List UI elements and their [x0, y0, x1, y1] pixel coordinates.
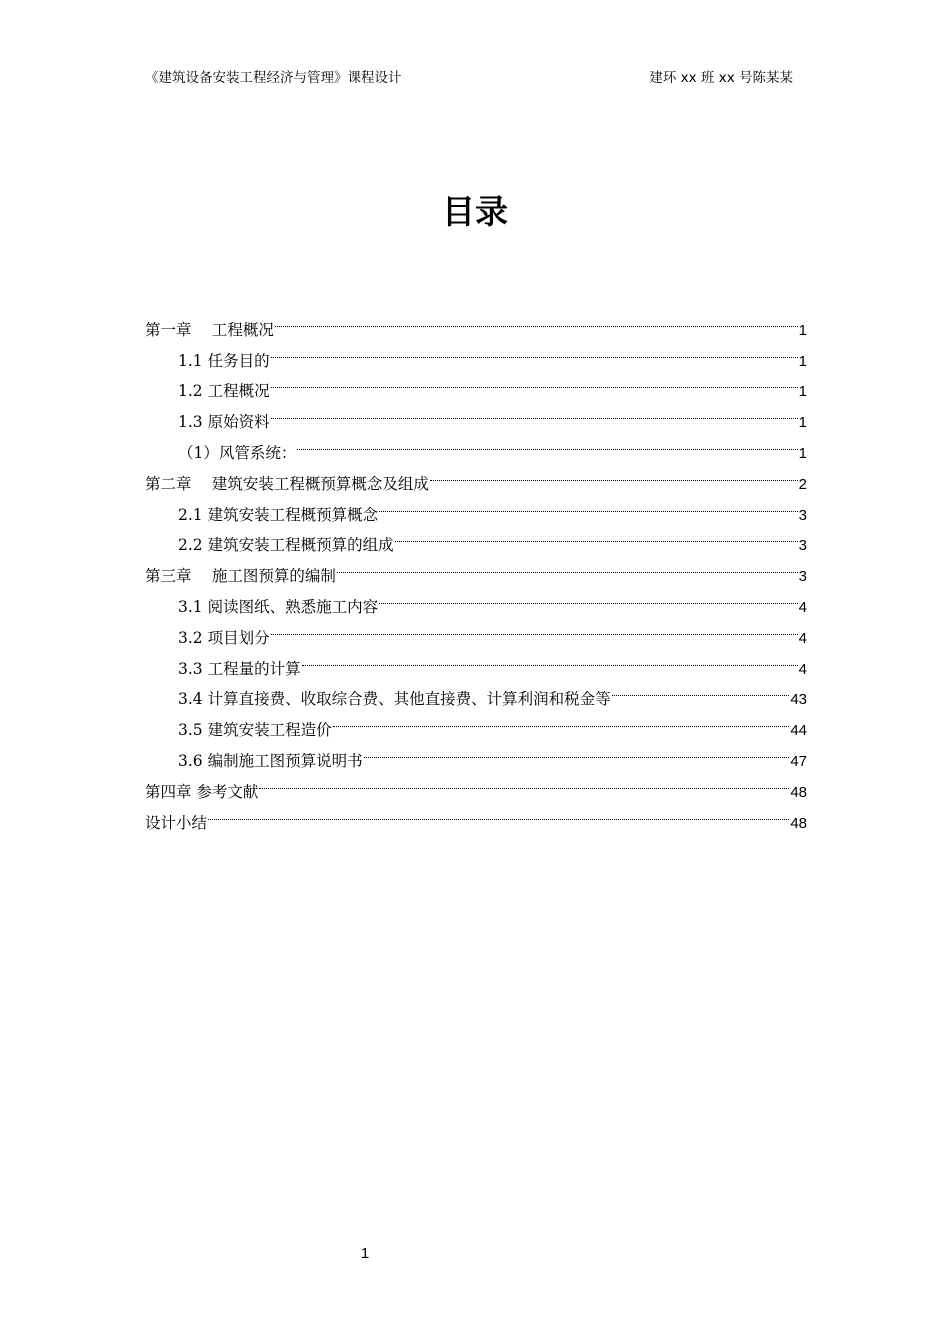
- toc-entry-page: 4: [798, 629, 807, 647]
- toc-dot-leader: [337, 550, 798, 581]
- toc-entry-label: 3.2 项目划分: [178, 628, 270, 647]
- toc-entry-page: 3: [798, 537, 807, 555]
- toc-entry-page: 47: [790, 752, 807, 770]
- toc-entry-label: 3.4 计算直接费、收取综合费、其他直接费、计算利润和税金等: [178, 690, 611, 709]
- toc-dot-leader: [275, 304, 798, 335]
- toc-entry-label: 第一章 工程概况: [145, 320, 274, 339]
- toc-entry-page: 43: [790, 691, 807, 709]
- toc-entry-label: 2.2 建筑安装工程概预算的组成: [178, 536, 394, 555]
- page-header: [145, 66, 793, 88]
- toc-dot-leader: [297, 427, 797, 458]
- toc-entry-page: 4: [798, 660, 807, 678]
- header-course-title: 《建筑设备安装工程经济与管理》课程设计: [145, 70, 402, 86]
- toc-entry-label: 3.1 阅读图纸、熟悉施工内容: [178, 597, 379, 616]
- toc-dot-leader: [271, 612, 798, 643]
- toc-dot-leader: [379, 489, 798, 520]
- toc-dot-leader: [364, 735, 790, 766]
- toc-entry-label: 第二章 建筑安装工程概预算概念及组成: [145, 474, 429, 493]
- toc-dot-leader: [271, 396, 798, 427]
- header-author: 建环 xx 班 xx 号陈某某: [649, 70, 793, 86]
- toc-dot-leader: [612, 674, 790, 705]
- toc-entry-label: 第三章 施工图预算的编制: [145, 567, 336, 586]
- toc-entry-label: 1.2 工程概况: [178, 382, 270, 401]
- toc-dot-leader: [259, 766, 789, 797]
- toc-entry-page: 3: [798, 506, 807, 524]
- toc-dot-leader: [271, 366, 798, 397]
- toc-entry-page: 2: [798, 475, 807, 493]
- toc-entry-page: 48: [790, 783, 807, 801]
- toc-entry[interactable]: [145, 304, 807, 339]
- toc-dot-leader: [333, 704, 790, 735]
- page-title: 目录: [442, 192, 508, 231]
- toc-entry-page: 44: [790, 722, 807, 740]
- toc-entry-page: 4: [798, 598, 807, 616]
- toc-entry-page: 1: [798, 414, 807, 432]
- table-of-contents: [145, 304, 807, 832]
- toc-entry-page: 1: [798, 321, 807, 339]
- toc-entry-page: 48: [790, 814, 807, 832]
- toc-entry-label: 3.6 编制施工图预算说明书: [178, 751, 363, 770]
- toc-dot-leader: [271, 335, 798, 366]
- toc-entry-label: 3.5 建筑安装工程造价: [178, 721, 332, 740]
- toc-entry-label: （1）风管系统：: [178, 443, 297, 462]
- toc-dot-leader: [430, 458, 798, 489]
- toc-entry-page: 1: [798, 444, 807, 462]
- toc-dot-leader: [302, 643, 798, 674]
- toc-entry-label: 1.1 任务目的: [178, 351, 270, 370]
- toc-entry-page: 1: [798, 352, 807, 370]
- footer-page-number: 1: [360, 1245, 370, 1262]
- toc-entry-page: 1: [798, 383, 807, 401]
- toc-dot-leader: [379, 581, 798, 612]
- toc-entry-label: 设计小结: [145, 813, 208, 832]
- toc-entry-page: 3: [798, 568, 807, 586]
- toc-entry-label: 2.1 建筑安装工程概预算概念: [178, 505, 379, 524]
- toc-entry-label: 第四章 参考文献: [145, 782, 259, 801]
- toc-entry-label: 3.3 工程量的计算: [178, 659, 301, 678]
- toc-dot-leader: [395, 520, 798, 551]
- toc-dot-leader: [208, 797, 789, 828]
- toc-entry[interactable]: [145, 797, 807, 832]
- toc-entry-label: 1.3 原始资料: [178, 413, 270, 432]
